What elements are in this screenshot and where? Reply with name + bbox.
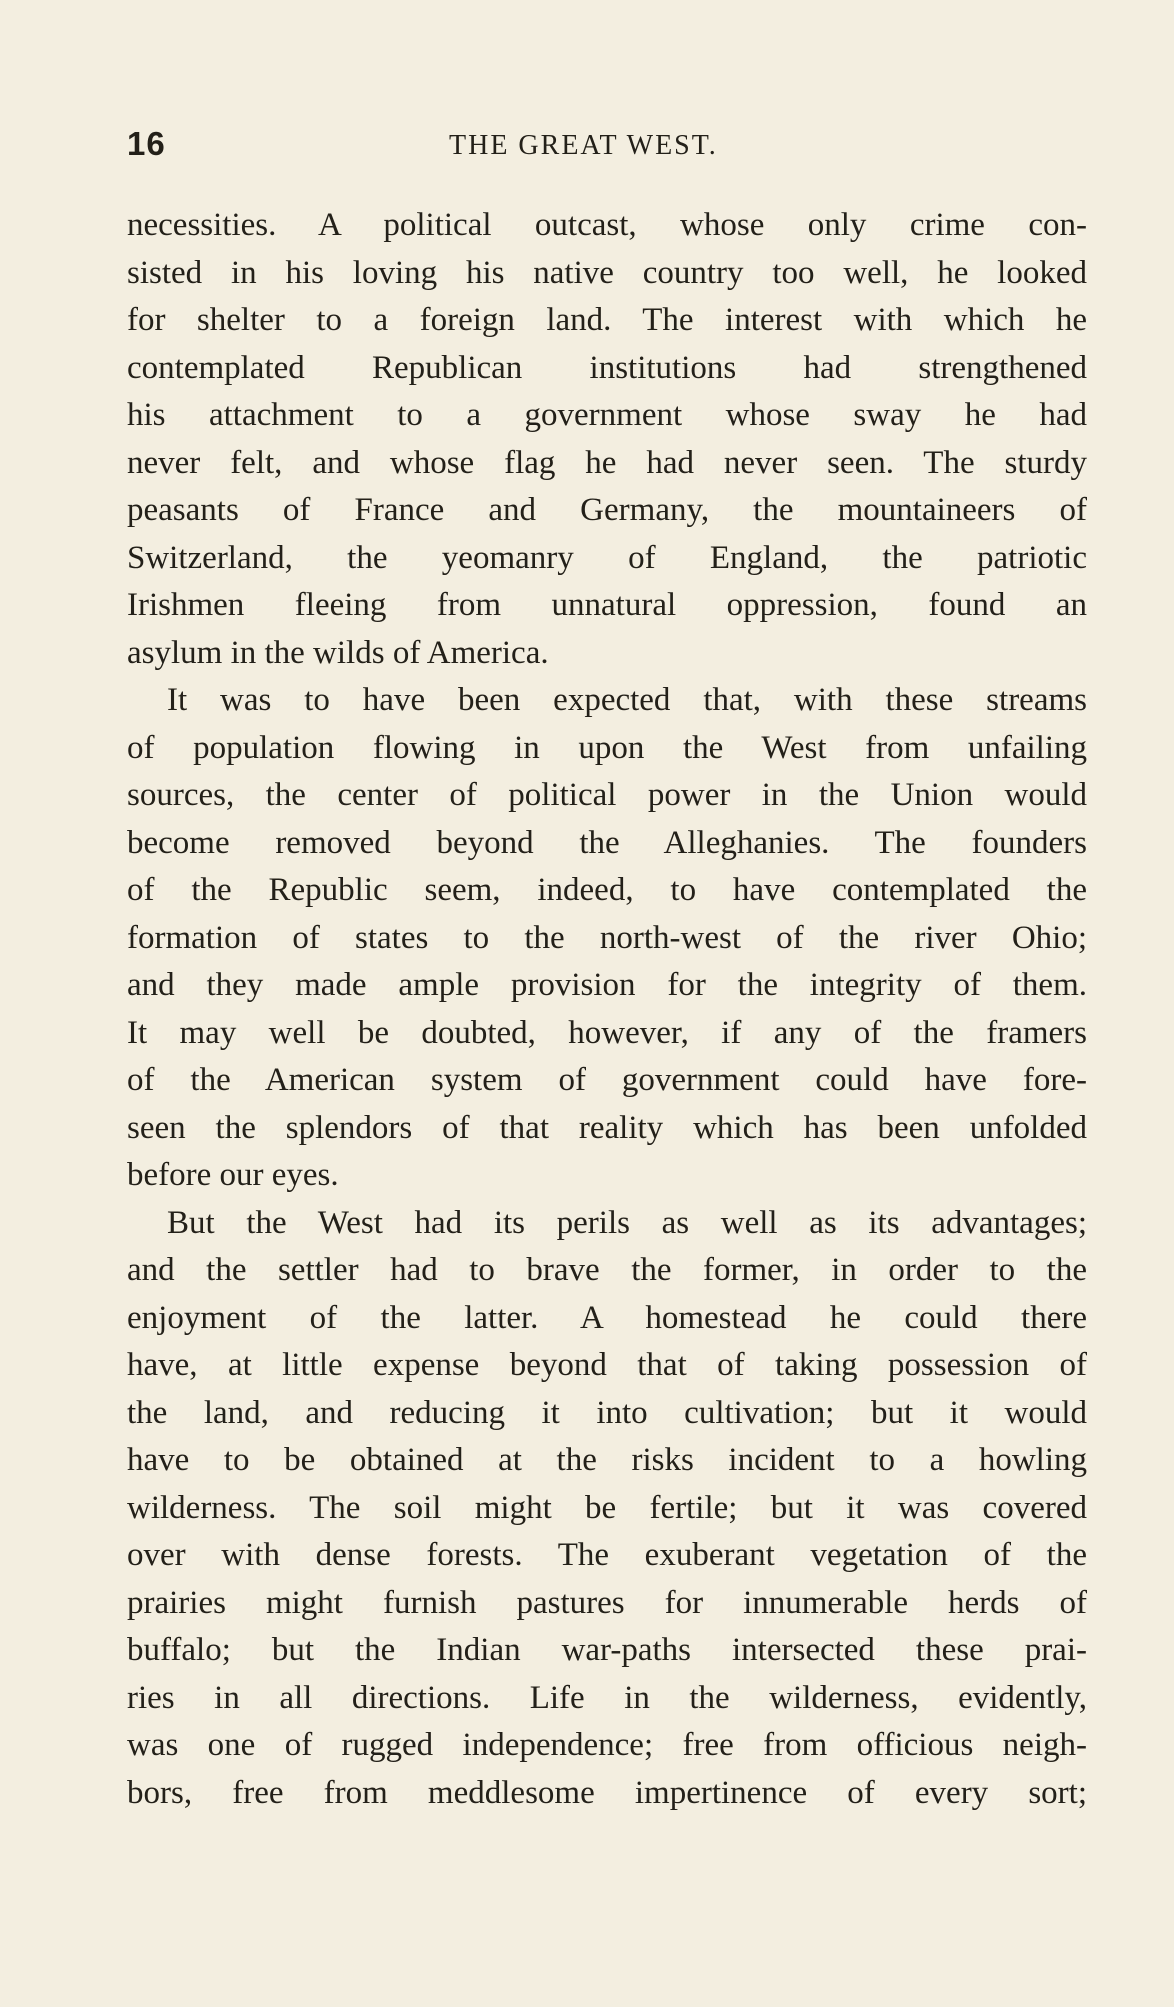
text-line: Switzerland, the yeomanry of England, the patriotic bbox=[127, 539, 1087, 576]
page-number: 16 bbox=[127, 125, 166, 162]
text-line: sisted in his loving his native country too well, he looked bbox=[127, 254, 1087, 291]
paragraph bbox=[127, 1200, 1087, 1818]
text-line: of population flowing in upon the West from unfailing bbox=[127, 729, 1087, 766]
text-line: sources, the center of political power in the Union would bbox=[127, 777, 1087, 813]
text-line: seen the splendors of that reality which has been unfolded bbox=[127, 1109, 1087, 1146]
text-line: have, at little expense beyond that of taking possession of bbox=[127, 1347, 1087, 1383]
text-line: wilderness. The soil might be fertile; but it was covered bbox=[127, 1489, 1087, 1526]
text-line: contemplated Republican institutions had strengthened bbox=[127, 349, 1087, 386]
text-line: prairies might furnish pastures for innumerable herds of bbox=[127, 1584, 1087, 1621]
text-line: formation of states to the north-west of the river Ohio; bbox=[127, 919, 1087, 956]
text-line: ries in all directions. Life in the wilderness, evidently, bbox=[127, 1679, 1087, 1716]
text-line: bors, free from meddlesome impertinence of every sort; bbox=[127, 1774, 1087, 1811]
text-line: the land, and reducing it into cultivation; but it would bbox=[127, 1394, 1087, 1431]
text-line: for shelter to a foreign land. The interest with which he bbox=[127, 302, 1087, 338]
paragraph bbox=[127, 202, 1087, 677]
body-text bbox=[127, 202, 1087, 1817]
text-line: become removed beyond the Alleghanies. The founders bbox=[127, 824, 1087, 861]
text-line: have to be obtained at the risks incident to a howling bbox=[127, 1442, 1087, 1478]
text-line: Irishmen fleeing from unnatural oppression, found an bbox=[127, 587, 1087, 623]
text-line: peasants of France and Germany, the mountaineers of bbox=[127, 492, 1087, 528]
running-head: THE GREAT WEST. bbox=[449, 130, 718, 161]
text-line: and the settler had to brave the former, in order to the bbox=[127, 1252, 1087, 1288]
text-line: of the Republic seem, indeed, to have contemplated the bbox=[127, 872, 1087, 908]
text-line: necessities. A political outcast, whose only crime con- bbox=[127, 207, 1087, 243]
text-line: enjoyment of the latter. A homestead he could there bbox=[127, 1299, 1087, 1336]
text-line: asylum in the wilds of America. bbox=[127, 634, 549, 671]
text-line: over with dense forests. The exuberant vegetation of the bbox=[127, 1537, 1087, 1573]
text-line: was one of rugged independence; free from officious neigh- bbox=[127, 1727, 1087, 1763]
paragraph bbox=[127, 677, 1087, 1200]
text-line: of the American system of government could have fore- bbox=[127, 1062, 1087, 1098]
text-line: But the West had its perils as well as its advantages; bbox=[167, 1204, 1087, 1241]
text-line: and they made ample provision for the integrity of them. bbox=[127, 967, 1087, 1003]
text-line: never felt, and whose flag he had never seen. The sturdy bbox=[127, 444, 1087, 481]
text-line: before our eyes. bbox=[127, 1157, 339, 1193]
text-line: buffalo; but the Indian war-paths intersected these prai- bbox=[127, 1632, 1087, 1668]
text-line: It may well be doubted, however, if any of the framers bbox=[127, 1014, 1087, 1051]
text-line: his attachment to a government whose sway he had bbox=[127, 397, 1087, 433]
text-line: It was to have been expected that, with these streams bbox=[167, 682, 1087, 718]
page-header bbox=[127, 124, 1087, 174]
